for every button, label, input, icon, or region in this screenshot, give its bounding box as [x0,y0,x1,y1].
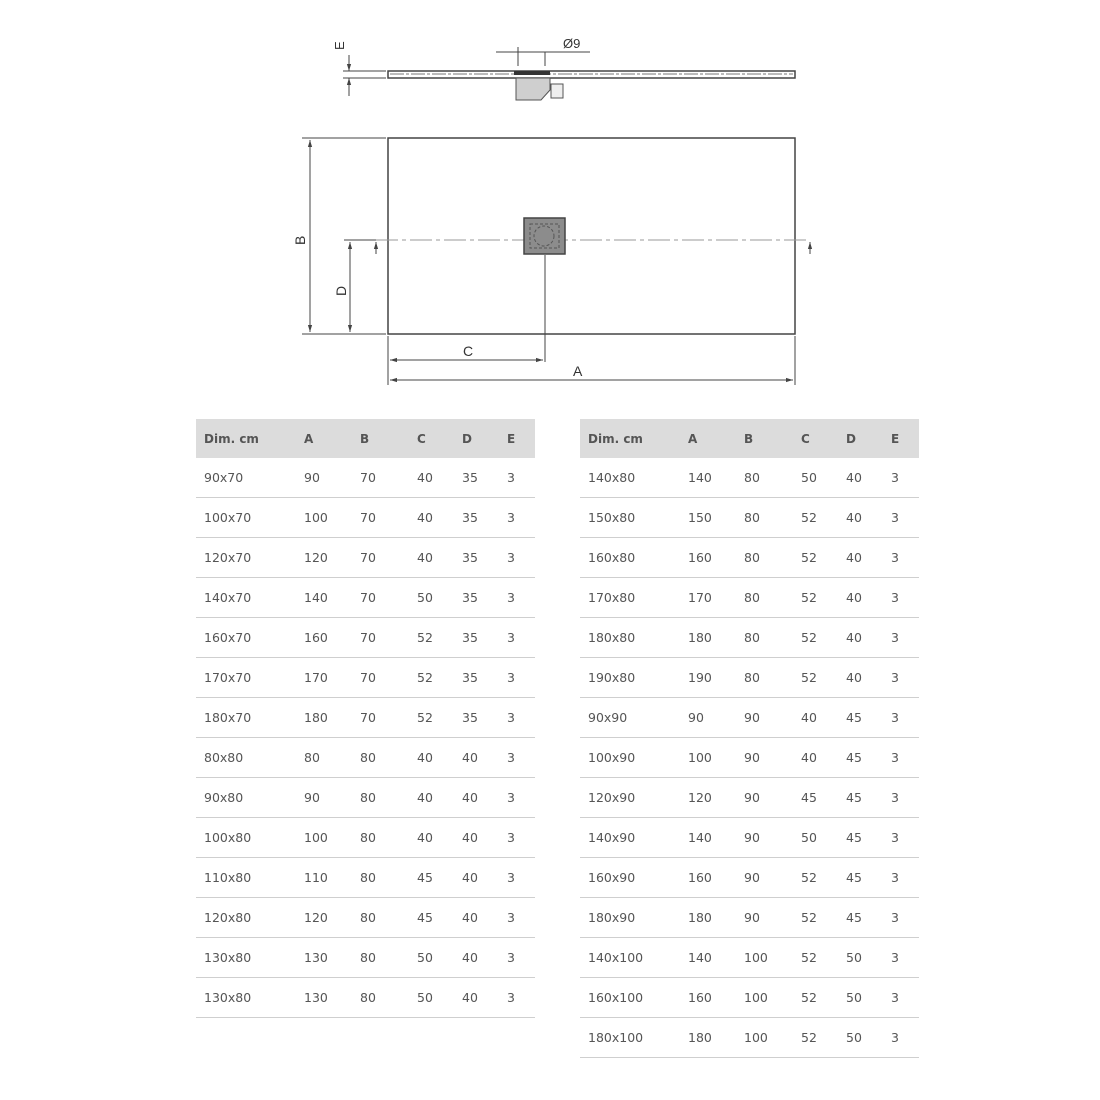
dimension-cell: 50 [838,938,883,978]
dimension-cell: 3 [883,858,919,898]
size-cell: 160x100 [580,978,680,1018]
table-row [580,498,919,538]
dimension-cell: 80 [352,818,409,858]
dimension-cell: 3 [883,978,919,1018]
dimension-cell: 52 [793,578,838,618]
table-row [196,698,535,738]
dimension-cell: 52 [409,698,454,738]
dimension-cell: 130 [296,978,352,1018]
table-row [580,658,919,698]
dimension-cell: 3 [883,1018,919,1058]
table-row [196,658,535,698]
dimension-cell: 40 [409,498,454,538]
size-cell: 100x70 [196,498,296,538]
size-cell: 180x90 [580,898,680,938]
dimension-cell: 50 [409,978,454,1018]
dimension-cell: 3 [883,618,919,658]
size-cell: 110x80 [196,858,296,898]
dimension-cell: 40 [409,538,454,578]
dimension-cell: 52 [793,858,838,898]
dimension-cell: 100 [296,498,352,538]
dimension-cell: 90 [736,738,793,778]
size-cell: 90x90 [580,698,680,738]
dimension-cell: 160 [296,618,352,658]
dimension-cell: 40 [838,658,883,698]
shower-tray-technical-drawing [0,0,1100,400]
dimension-cell: 90 [736,858,793,898]
dimension-cell: 170 [680,578,736,618]
column-header: B [352,419,409,458]
dimension-cell: 40 [409,738,454,778]
dimension-cell: 3 [499,818,535,858]
dimension-cell: 120 [296,538,352,578]
dimension-cell: 80 [736,658,793,698]
size-cell: 140x80 [580,458,680,498]
table-row [196,578,535,618]
dimension-cell: 3 [883,578,919,618]
dimensions-table-left [196,419,535,1018]
dimension-cell: 80 [736,458,793,498]
table-row [196,938,535,978]
size-cell: 180x70 [196,698,296,738]
dimension-cell: 70 [352,698,409,738]
dimension-cell: 3 [499,778,535,818]
dimension-cell: 52 [409,658,454,698]
column-header: B [736,419,793,458]
dimension-cell: 52 [793,938,838,978]
column-header: D [838,419,883,458]
table-row [580,938,919,978]
top-view-tray-outline [388,138,795,334]
dim-e-label: E [332,41,347,50]
dimension-cell: 40 [793,738,838,778]
column-header: E [499,419,535,458]
dimension-cell: 70 [352,498,409,538]
size-cell: 170x70 [196,658,296,698]
dimension-cell: 160 [680,978,736,1018]
size-cell: 120x80 [196,898,296,938]
table-row [580,458,919,498]
dimension-cell: 45 [838,858,883,898]
dimension-cell: 80 [352,738,409,778]
table-row [580,978,919,1018]
top-view [292,138,810,385]
dimension-cell: 52 [793,898,838,938]
dimension-cell: 110 [296,858,352,898]
dimension-cell: 52 [793,618,838,658]
dimension-cell: 3 [883,778,919,818]
dimension-cell: 3 [499,898,535,938]
dimension-cell: 90 [736,898,793,938]
dimension-cell: 80 [352,978,409,1018]
dimension-cell: 40 [838,578,883,618]
size-cell: 170x80 [580,578,680,618]
dimension-cell: 40 [793,698,838,738]
dimension-cell: 140 [680,458,736,498]
size-cell: 100x80 [196,818,296,858]
dimension-cell: 3 [883,698,919,738]
size-cell: 130x80 [196,938,296,978]
size-cell: 90x80 [196,778,296,818]
dimension-cell: 90 [736,778,793,818]
table-row [196,538,535,578]
dimension-cell: 90 [736,818,793,858]
dimension-cell: 90 [736,698,793,738]
table-header-row [580,419,919,458]
table-row [196,778,535,818]
table-row [580,698,919,738]
dimension-cell: 80 [736,618,793,658]
drain-diameter-label: Ø9 [563,36,581,51]
dimension-cell: 52 [793,978,838,1018]
dimension-cell: 120 [296,898,352,938]
size-cell: 160x90 [580,858,680,898]
table-row [196,618,535,658]
size-cell: 120x70 [196,538,296,578]
dimension-cell: 3 [499,458,535,498]
dimension-cell: 3 [499,978,535,1018]
dimension-cell: 3 [499,698,535,738]
dimension-cell: 52 [793,658,838,698]
table-row [196,498,535,538]
dimension-cell: 35 [454,578,499,618]
dimension-cell: 70 [352,658,409,698]
dimension-cell: 40 [409,778,454,818]
dimension-cell: 3 [499,738,535,778]
dimension-cell: 40 [454,818,499,858]
dimension-cell: 45 [409,898,454,938]
table-row [196,898,535,938]
size-cell: 160x80 [580,538,680,578]
dimension-cell: 45 [838,898,883,938]
table-row [580,618,919,658]
dimension-cell: 40 [838,538,883,578]
dimension-cell: 40 [409,458,454,498]
dimension-cell: 80 [352,938,409,978]
size-cell: 180x80 [580,618,680,658]
dimension-cell: 80 [736,578,793,618]
dimension-cell: 100 [736,938,793,978]
dimension-cell: 50 [793,818,838,858]
dimension-cell: 40 [838,498,883,538]
dimension-cell: 170 [296,658,352,698]
column-header: C [793,419,838,458]
size-cell: 80x80 [196,738,296,778]
dimension-cell: 3 [883,938,919,978]
dimension-cell: 45 [838,818,883,858]
table-row [196,458,535,498]
dimension-cell: 3 [883,738,919,778]
side-view [332,36,795,100]
size-cell: 140x70 [196,578,296,618]
dimension-cell: 45 [838,698,883,738]
dimension-cell: 35 [454,618,499,658]
dimension-cell: 80 [352,778,409,818]
table-row [580,578,919,618]
dimension-cell: 40 [454,898,499,938]
dimension-cell: 50 [409,938,454,978]
table-row [580,858,919,898]
dimension-cell: 3 [499,498,535,538]
dimension-cell: 50 [409,578,454,618]
dimension-cell: 140 [680,818,736,858]
dimension-cell: 100 [296,818,352,858]
dimension-cell: 35 [454,498,499,538]
dimension-cell: 160 [680,858,736,898]
dimension-cell: 80 [352,898,409,938]
table-row [580,538,919,578]
dimension-cell: 80 [352,858,409,898]
dimension-cell: 180 [296,698,352,738]
dimension-cell: 35 [454,698,499,738]
dimension-cell: 180 [680,1018,736,1058]
size-cell: 180x100 [580,1018,680,1058]
dimension-cell: 70 [352,538,409,578]
dimension-cell: 35 [454,458,499,498]
column-header: E [883,419,919,458]
dimension-cell: 50 [793,458,838,498]
table-row [580,898,919,938]
table-row [196,818,535,858]
dimension-cell: 90 [680,698,736,738]
table-row [580,778,919,818]
dimension-cell: 3 [499,858,535,898]
dimension-cell: 52 [793,538,838,578]
dimension-cell: 3 [883,818,919,858]
dimension-cell: 45 [838,778,883,818]
dimension-cell: 35 [454,538,499,578]
dim-a-label: A [573,363,583,379]
dimension-cell: 3 [883,458,919,498]
dimension-cell: 50 [838,978,883,1018]
table-row [196,978,535,1018]
size-cell: 90x70 [196,458,296,498]
dimension-cell: 90 [296,458,352,498]
dimension-cell: 100 [680,738,736,778]
table-row [580,818,919,858]
dimension-cell: 3 [499,938,535,978]
dimension-cell: 40 [838,458,883,498]
column-header: Dim. cm [580,419,680,458]
dimension-cell: 80 [736,498,793,538]
table-row [196,858,535,898]
side-view-drain-outlet [551,84,563,98]
dimension-cell: 40 [454,858,499,898]
dimension-cell: 40 [454,978,499,1018]
side-view-drain-grate [514,71,550,75]
dimension-cell: 70 [352,578,409,618]
dimension-cell: 3 [883,898,919,938]
size-cell: 100x90 [580,738,680,778]
table-row [580,1018,919,1058]
size-cell: 140x90 [580,818,680,858]
dimension-cell: 40 [409,818,454,858]
dimension-cell: 45 [409,858,454,898]
size-cell: 150x80 [580,498,680,538]
dimension-cell: 40 [454,938,499,978]
dimension-cell: 130 [296,938,352,978]
dimension-cell: 70 [352,458,409,498]
dimension-cell: 150 [680,498,736,538]
dimension-cell: 35 [454,658,499,698]
dimension-cell: 180 [680,618,736,658]
dimension-cell: 120 [680,778,736,818]
column-header: C [409,419,454,458]
dimension-cell: 90 [296,778,352,818]
dimension-cell: 140 [296,578,352,618]
table-header-row [196,419,535,458]
column-header: A [680,419,736,458]
dimension-cell: 50 [838,1018,883,1058]
dimension-cell: 160 [680,538,736,578]
dimension-cell: 45 [838,738,883,778]
dimension-cell: 3 [499,618,535,658]
dimension-cell: 52 [409,618,454,658]
dimension-cell: 80 [736,538,793,578]
column-header: D [454,419,499,458]
dimension-cell: 3 [499,658,535,698]
dimension-cell: 3 [883,498,919,538]
dim-d-label: D [333,285,349,296]
dimension-cell: 3 [499,578,535,618]
dimension-cell: 40 [454,778,499,818]
size-cell: 160x70 [196,618,296,658]
dimension-cell: 52 [793,498,838,538]
dimension-cell: 100 [736,978,793,1018]
dim-c-label: C [463,343,474,359]
dimension-cell: 100 [736,1018,793,1058]
size-cell: 190x80 [580,658,680,698]
dimension-cell: 3 [499,538,535,578]
dimension-cell: 80 [296,738,352,778]
column-header: Dim. cm [196,419,296,458]
dimension-cell: 40 [454,738,499,778]
dimensions-table-right [580,419,919,1058]
table-row [196,738,535,778]
dimension-cell: 40 [838,618,883,658]
dimension-cell: 180 [680,898,736,938]
size-cell: 130x80 [196,978,296,1018]
size-cell: 140x100 [580,938,680,978]
column-header: A [296,419,352,458]
side-view-drain-body [516,78,550,100]
dimension-cell: 3 [883,538,919,578]
table-row [580,738,919,778]
dim-b-label: B [292,235,308,245]
dimension-cell: 3 [883,658,919,698]
dimension-cell: 45 [793,778,838,818]
dimension-cell: 70 [352,618,409,658]
dimension-cell: 52 [793,1018,838,1058]
dimension-cell: 190 [680,658,736,698]
size-cell: 120x90 [580,778,680,818]
dimension-cell: 140 [680,938,736,978]
